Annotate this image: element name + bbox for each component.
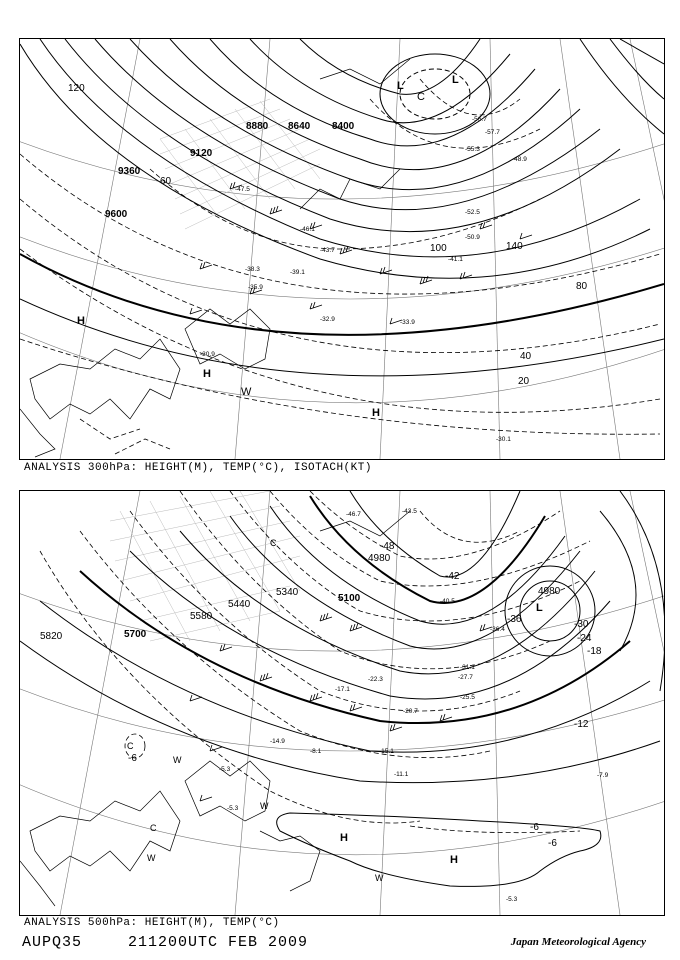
svg-text:-57.7: -57.7 xyxy=(485,129,500,136)
svg-text:-5.3: -5.3 xyxy=(506,896,518,903)
svg-text:-39.1: -39.1 xyxy=(290,269,305,276)
caption-500hpa: ANALYSIS 500hPa: HEIGHT(M), TEMP(°C) xyxy=(24,917,280,929)
svg-text:-41.1: -41.1 xyxy=(448,256,463,263)
svg-text:-32.9: -32.9 xyxy=(320,316,335,323)
temp-contour-label-6-a: -6 xyxy=(128,753,137,764)
temp-contour-label-6-c: -6 xyxy=(548,838,557,849)
cold-center-500-1: C xyxy=(127,741,134,751)
low-center-2: L xyxy=(452,74,459,86)
svg-text:-35.9: -35.9 xyxy=(248,284,263,291)
isotach-label-80: 80 xyxy=(576,281,588,292)
warm-center-500-4: W xyxy=(375,873,384,883)
cold-center-500-2: C xyxy=(150,823,157,833)
height-label-5820: 5820 xyxy=(40,631,63,642)
svg-text:-47.5: -47.5 xyxy=(235,186,250,193)
agency-name: Japan Meteorological Agency xyxy=(510,936,646,948)
isotach-label-60: 60 xyxy=(160,176,172,187)
cold-center: C xyxy=(417,91,425,103)
svg-text:-43.5: -43.5 xyxy=(402,508,417,515)
svg-text:-30.1: -30.1 xyxy=(496,436,511,443)
svg-text:-22.3: -22.3 xyxy=(368,676,383,683)
svg-text:-52.5: -52.5 xyxy=(465,209,480,216)
coastlines-300 xyxy=(20,59,410,457)
svg-text:-14.9: -14.9 xyxy=(270,738,285,745)
temp-contour-label-6-b: -6 xyxy=(530,822,539,833)
temp-contour-label-48: -48 xyxy=(380,541,395,552)
graticule-500 xyxy=(20,491,664,915)
temp-contour-label-36: -36 xyxy=(507,614,522,625)
height-label-4980-a: 4980 xyxy=(368,553,391,564)
warm-center-500-2: W xyxy=(173,755,182,765)
svg-text:-7.9: -7.9 xyxy=(597,772,609,779)
temp-contour-label-18: -18 xyxy=(587,646,602,657)
svg-text:-33.9: -33.9 xyxy=(400,319,415,326)
svg-text:-56.7: -56.7 xyxy=(472,116,487,123)
isotachs-300 xyxy=(20,79,660,454)
high-center-500-1: H xyxy=(340,832,348,844)
temp-contour-label-24: -24 xyxy=(577,633,592,644)
svg-text:-46.1: -46.1 xyxy=(300,226,315,233)
isotach-label-140: 140 xyxy=(506,241,523,252)
isotach-label-20: 20 xyxy=(518,376,530,387)
temperature-contours-500 xyxy=(40,491,590,833)
coastlines-500 xyxy=(20,511,410,906)
valid-time: 211200UTC FEB 2009 xyxy=(128,934,309,951)
low-center-500: L xyxy=(536,602,543,614)
high-center-1: H xyxy=(77,315,85,327)
isotach-label-100: 100 xyxy=(430,243,447,254)
chart-identifier: AUPQ35 xyxy=(22,934,83,951)
svg-text:-25.5: -25.5 xyxy=(460,694,475,701)
svg-text:-46.7: -46.7 xyxy=(346,511,361,518)
high-center-500-2: H xyxy=(450,854,458,866)
height-label-4980-b: 4980 xyxy=(538,586,561,597)
isotach-label-40: 40 xyxy=(520,351,532,362)
height-label-5440: 5440 xyxy=(228,599,251,610)
svg-text:-27.7: -27.7 xyxy=(458,674,473,681)
height-label-8880: 8880 xyxy=(246,121,269,132)
svg-text:-36.4: -36.4 xyxy=(490,626,505,633)
map-300hpa xyxy=(20,39,664,459)
temp-contour-label-30: -30 xyxy=(574,619,589,630)
map-500hpa xyxy=(20,491,664,915)
svg-text:-20.7: -20.7 xyxy=(403,708,418,715)
warm-center: W xyxy=(241,386,252,398)
svg-text:-17.1: -17.1 xyxy=(335,686,350,693)
temp-contour-label-42: -42 xyxy=(445,571,460,582)
height-label-5100: 5100 xyxy=(338,593,361,604)
height-label-9120: 9120 xyxy=(190,148,213,159)
high-center-3: H xyxy=(372,407,380,419)
svg-text:-8.1: -8.1 xyxy=(310,748,322,755)
chart-500hpa xyxy=(19,490,665,916)
wind-barbs-500 xyxy=(190,613,492,801)
caption-300hpa: ANALYSIS 300hPa: HEIGHT(M), TEMP(°C), ISOTACH(KT) xyxy=(24,462,372,474)
warm-center-500-3: W xyxy=(260,801,269,811)
svg-text:-40.5: -40.5 xyxy=(440,598,455,605)
svg-text:-48.9: -48.9 xyxy=(512,156,527,163)
height-label-8640: 8640 xyxy=(288,121,311,132)
isotach-label-120: 120 xyxy=(68,83,85,94)
svg-text:-55.3: -55.3 xyxy=(465,146,480,153)
svg-text:-50.9: -50.9 xyxy=(465,234,480,241)
chart-300hpa xyxy=(19,38,665,460)
svg-text:-11.1: -11.1 xyxy=(394,771,409,778)
svg-text:-15.1: -15.1 xyxy=(379,748,394,755)
low-center-1: L xyxy=(397,80,404,92)
height-label-5340: 5340 xyxy=(276,587,299,598)
temp-contour-label-12: -12 xyxy=(574,719,589,730)
height-label-5700: 5700 xyxy=(124,629,147,640)
height-label-9600: 9600 xyxy=(105,209,128,220)
cold-center-500-3: C xyxy=(270,538,277,548)
svg-text:-30.9: -30.9 xyxy=(200,351,215,358)
svg-text:-31.1: -31.1 xyxy=(460,664,475,671)
svg-text:-5.3: -5.3 xyxy=(227,805,239,812)
height-label-8400: 8400 xyxy=(332,121,355,132)
warm-center-500-1: W xyxy=(147,853,156,863)
svg-text:-38.3: -38.3 xyxy=(245,266,260,273)
high-center-2: H xyxy=(203,368,211,380)
height-label-9360: 9360 xyxy=(118,166,141,177)
height-label-5580: 5580 xyxy=(190,611,213,622)
svg-text:-43.7: -43.7 xyxy=(320,247,335,254)
svg-text:-5.3: -5.3 xyxy=(219,766,231,773)
